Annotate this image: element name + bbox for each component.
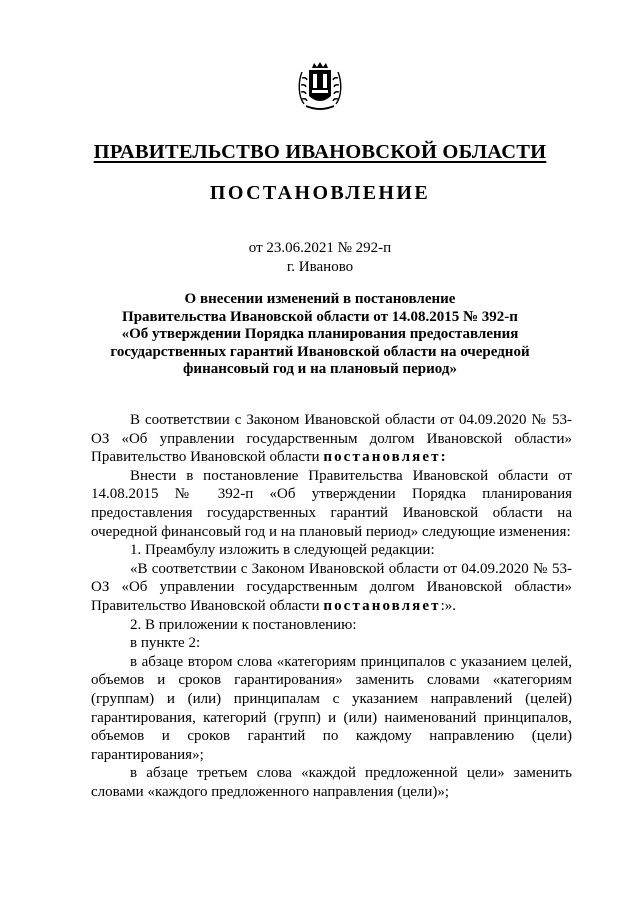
subject-line: О внесении изменений в постановление: [184, 291, 456, 307]
document-date-number: от 23.06.2021 № 292-п: [248, 240, 392, 256]
paragraph: [91, 411, 572, 467]
paragraph: 2. В приложении к постановлению:: [130, 616, 357, 633]
subject-line: Правительства Ивановской области от 14.08.2015 № 392-п: [122, 308, 518, 325]
date-block: [60, 239, 580, 277]
paragraph-text: «В соответствии с Законом Ивановской области от 04.09.2020 № 53-ОЗ «Об управлении государственным долгом Ивановской области» Правительство Ивановской области: [91, 560, 572, 614]
paragraph: Внести в постановление Правительства Ивановской области от 14.08.2015 № 392-п «Об утверждении Порядка планирования предоставления государственных гарантий Ивановской области на очередной финансовый год и на плановый период» следующие изменения:: [91, 467, 572, 540]
paragraph: [91, 560, 572, 616]
paragraph-text: В соответствии с Законом Ивановской области от 04.09.2020 № 53-ОЗ «Об управлении государственным долгом Ивановской области» Правительство Ивановской области: [91, 412, 572, 466]
decree-word: постановляет:: [323, 449, 448, 466]
paragraph-text: :».: [440, 597, 457, 614]
paragraph: в абзаце втором слова «категориям принципалов с указанием целей, объемов и сроков гарантирования» заменить словами «категориям (группам) и (или) принципалам с указанием направлений (целей) гарантирования, категорий (групп) и (или) наименований принципалов, объемов и сроков гарантий по каждому направлению (цели) гарантирования»;: [91, 653, 572, 763]
paragraph: 1. Преамбулу изложить в следующей редакции:: [130, 542, 435, 559]
document-subject: [95, 291, 545, 379]
coat-of-arms-icon: [296, 60, 344, 110]
document-type: ПОСТАНОВЛЕНИЕ: [209, 182, 431, 204]
paragraph: в пункте 2:: [130, 635, 201, 652]
subject-line: государственных гарантий Ивановской области на очередной: [110, 343, 530, 360]
document-body: [91, 411, 572, 801]
subject-line: финансовый год и на плановый период»: [183, 361, 457, 377]
document-city: г. Иваново: [286, 259, 354, 275]
decree-word: постановляет: [323, 597, 441, 614]
organization-name: ПРАВИТЕЛЬСТВО ИВАНОВСКОЙ ОБЛАСТИ: [93, 141, 547, 163]
subject-line: «Об утверждении Порядка планирования предоставления: [121, 326, 519, 342]
paragraph: в абзаце третьем слова «каждой предложенной цели» заменить словами «каждого предложенного направления (цели)»;: [91, 765, 572, 800]
